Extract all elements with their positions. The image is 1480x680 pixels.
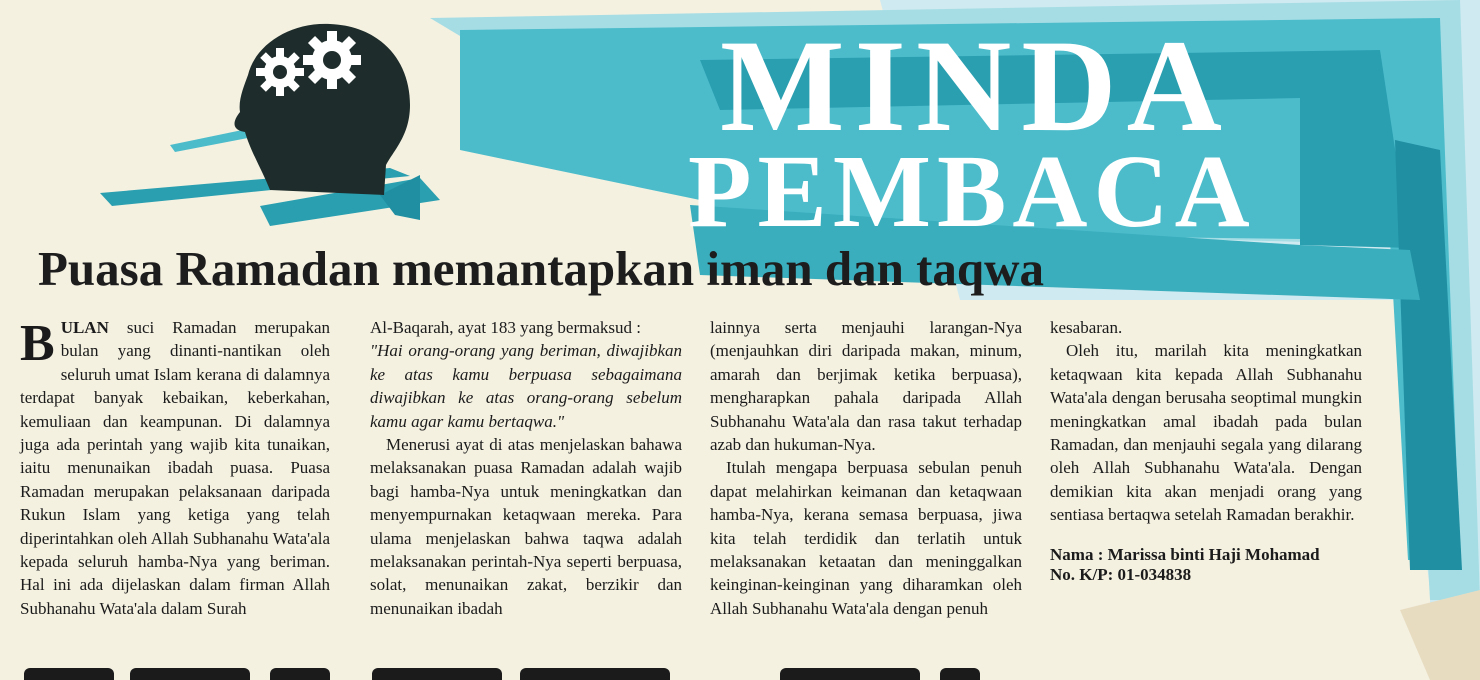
article-column-3 <box>710 316 1022 620</box>
article-headline: Puasa Ramadan memantapkan iman dan taqwa <box>38 241 1045 296</box>
signature-block <box>1050 545 1362 585</box>
signature-name: Nama : Marissa binti Haji Mohamad <box>1050 544 1320 564</box>
column-4-paragraph-1: kesabaran. <box>1050 318 1123 337</box>
column-2-paragraph: Menerusi ayat di atas menjelaskan bahawa melaksanakan puasa Ramadan adalah wajib bagi hamba-Nya untuk meningkatkan dan menyempurnakan ketaqwaan mereka. Para ulama menjelaskan bahwa taqwa adalah melaksanakan perintah-Nya seperti berpuasa, solat, menunaikan zakat, berzikir dan menunaikan ibadah <box>370 435 682 618</box>
banner-title-minda: MINDA <box>720 12 1232 159</box>
gear-icon <box>303 31 361 89</box>
quranic-quote: "Hai orang-orang yang beriman, diwajibkan ke atas kamu berpuasa sebagaimana diwajibkan ke atas orang-orang sebelum kamu agar kamu bertaqwa." <box>370 341 682 431</box>
signature-id: No. K/P: 01-034838 <box>1050 564 1192 584</box>
gear-icon <box>256 48 304 96</box>
column-3-paragraph-2: Itulah mengapa berpuasa sebulan penuh dapat melahirkan keimanan dan ketaqwaan hamba-Nya, kerana semasa berpuasa, jiwa kita telah terdidik dan terlatih untuk melaksanakan ketaatan dan meninggalkan keinginan-keinginan yang diharamkan oleh Allah Subhanahu Wata'ala dengan penuh <box>710 458 1022 618</box>
column-4-paragraph-2: Oleh itu, marilah kita meningkatkan ketaqwaan kita kepada Allah Subhanahu Wata'ala dengan berusaha seoptimal mungkin meningkatkan amal ibadah pada bulan Ramadan, dan menjauhi segala yang dilarang oleh Allah Subhanahu Wata'ala. Dengan demikian kita akan menjadi orang yang sentiasa bertaqwa setelah Ramadan berakhir. <box>1050 341 1362 525</box>
column-1-text: suci Ramadan merupakan bulan yang dinanti-nantikan oleh seluruh umat Islam kerana di dalamnya terdapat banyak kebaikan, keberkahan, kemuliaan dan keampunan. Di dalamnya juga ada perintah yang wajib kita tunaikan, iaitu menunaikan ibadah puasa. Puasa Ramadan merupakan pelaksanaan daripada Rukun Islam yang ketiga yang telah diperintahkan oleh Allah Subhanahu Wata'ala kepada seluruh hamba-Nya yang beriman. Hal ini ada dijelaskan dalam firman Allah Subhanahu Wata'ala dalam Surah <box>20 318 330 618</box>
article-column-4 <box>1050 316 1362 585</box>
cut-off-next-headline <box>0 662 1480 680</box>
column-2-intro: Al-Baqarah, ayat 183 yang bermaksud : <box>370 318 641 337</box>
lead-word: ULAN <box>60 318 109 337</box>
article-column-1 <box>20 316 330 620</box>
banner-title-pembaca: PEMBACA <box>688 134 1256 249</box>
article-column-2 <box>370 316 682 620</box>
column-3-paragraph-1: lainnya serta menjauhi larangan-Nya (menjauhkan diri daripada makan, minum, amarah dan berjimak ketika berpuasa), mengharapkan pahala daripada Allah Subhanahu Wata'ala dan rasa takut terhadap azab dan hukuman-Nya. <box>710 318 1022 455</box>
drop-cap: B <box>20 315 55 372</box>
